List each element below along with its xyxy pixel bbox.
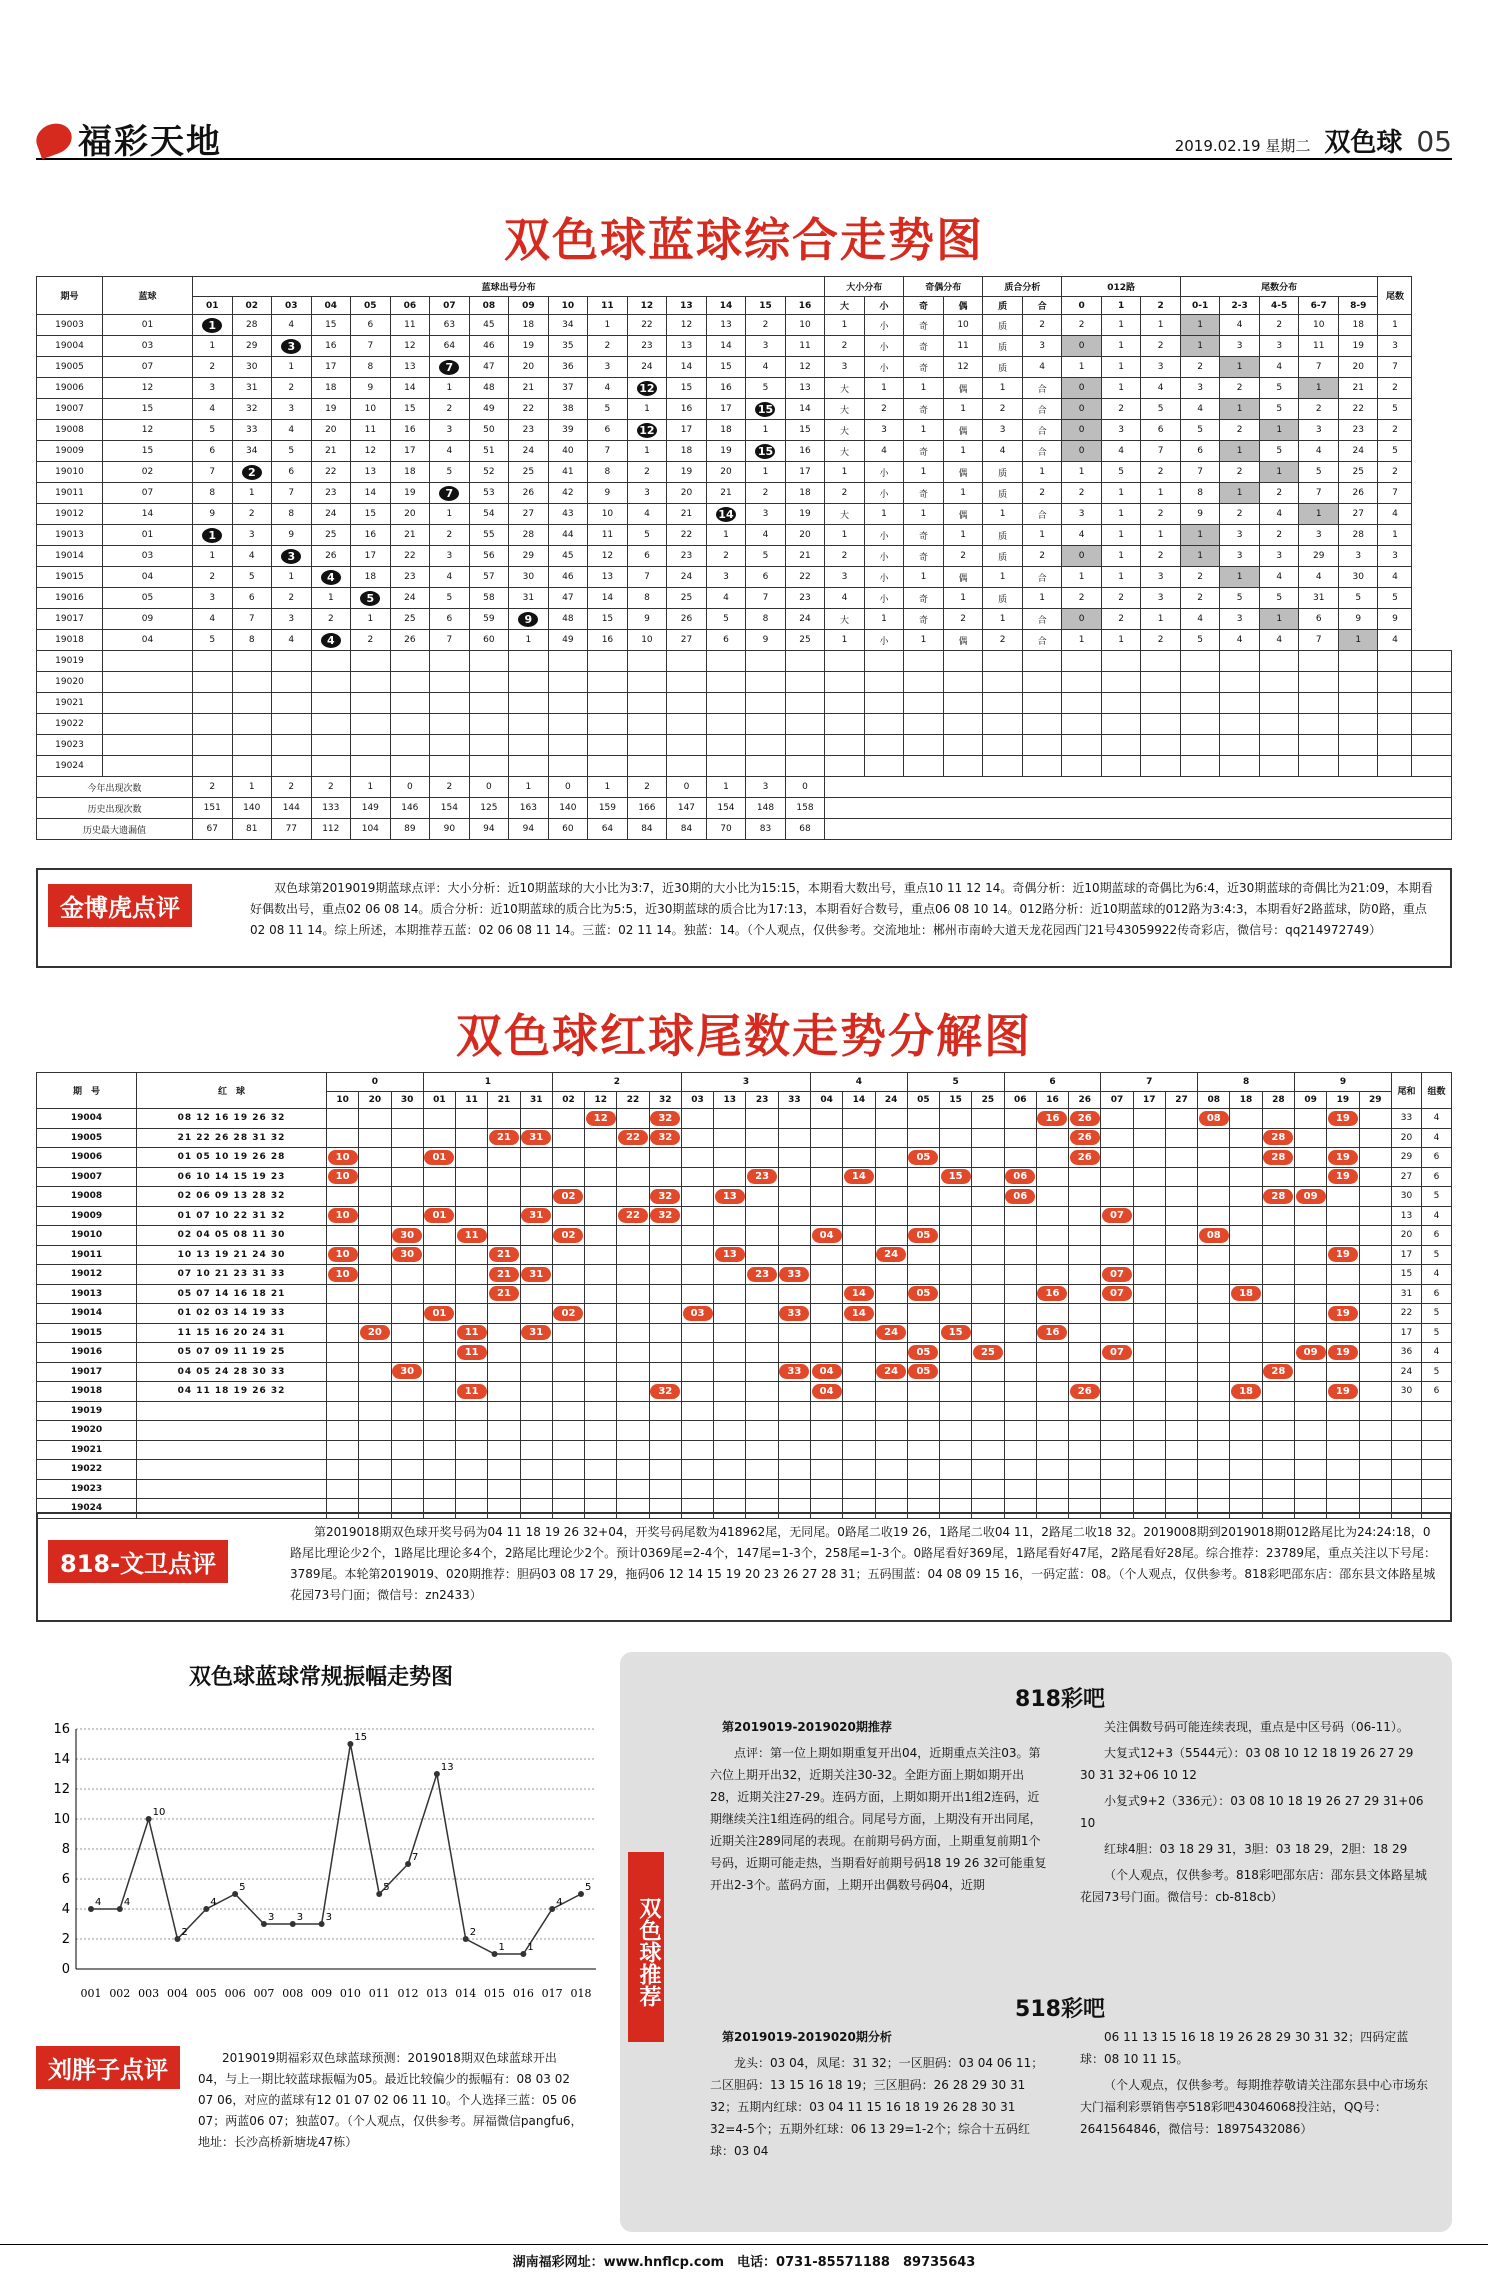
period: 19015 — [37, 567, 103, 588]
data-point — [405, 1861, 411, 1867]
data-label: 2 — [181, 1927, 188, 1938]
y-tick-label: 16 — [53, 1722, 70, 1737]
blue-num: 04 — [103, 567, 193, 588]
red-row-empty: 19024 — [37, 1499, 1452, 1519]
logo-icon — [32, 118, 76, 159]
rec-paragraph: 大复式12+3（5544元）：03 08 10 12 18 19 26 27 29 30 31 32+06 10 12 — [1080, 1746, 1414, 1782]
data-label: 1 — [498, 1942, 505, 1953]
red-row: 19009 01 07 10 22 31 32 10 01 31 22 32 07 13 4 — [37, 1206, 1452, 1226]
red-row-empty: 19021 — [37, 1440, 1452, 1460]
period: 19018 — [37, 630, 103, 651]
y-tick-label: 8 — [61, 1842, 70, 1857]
rec-paragraph: 第2019019-2019020期分析 — [722, 2030, 892, 2044]
blue-num: 12 — [103, 378, 193, 399]
comment-wenwei-tag: 818-文卫点评 — [48, 1540, 228, 1583]
x-tick-label: 004 — [166, 1987, 188, 2000]
blue-row: 19010 02 7 2 6 22 13 18 5 52 25 41 8 2 19 20 1 17 1 小 1 偶 质 1 1 5 2 7 2 1 5 25 2 — [37, 462, 1452, 483]
rec-518-right — [1080, 2026, 1430, 2144]
th-tail: 尾数分布 — [1180, 277, 1378, 297]
blue-row-empty: 19022 — [37, 714, 1452, 735]
blue-row: 19013 01 1 3 9 25 16 21 2 55 28 44 11 5 22 1 4 20 1 小 奇 1 质 1 4 1 1 1 3 2 3 28 1 — [37, 525, 1452, 546]
x-tick-label: 017 — [541, 1987, 563, 2000]
rec-paragraph: 关注偶数号码可能连续表现，重点是中区号码（06-11）。 — [1104, 1720, 1409, 1734]
red-row: 19004 08 12 16 19 26 32 12 32 16 26 08 19 33 4 — [37, 1109, 1452, 1129]
data-point — [578, 1891, 584, 1897]
y-tick-label: 10 — [53, 1812, 70, 1827]
data-point — [463, 1936, 469, 1942]
rec-paragraph: （个人观点，仅供参考。每期推荐敬请关注邵东县中心市场东大门福利彩票销售亭518彩吧43046068投注站，QQ号：2641564846，微信号：18975432086） — [1080, 2078, 1429, 2136]
stat-row: 历史最大遗漏值 67 81 77 112 104 89 90 94 94 60 64 84 84 70 83 68 — [37, 819, 1452, 840]
data-point — [261, 1921, 267, 1927]
amplitude-chart — [36, 1660, 606, 2030]
period: 19013 — [37, 525, 103, 546]
blue-num: 05 — [103, 588, 193, 609]
period: 19004 — [37, 336, 103, 357]
blue-num: 04 — [103, 630, 193, 651]
red-tail-title: 双色球红球尾数走势分解图 — [456, 1009, 1032, 1063]
data-point — [347, 1741, 353, 1747]
page-header — [36, 110, 1452, 160]
data-point — [174, 1936, 180, 1942]
x-tick-label: 005 — [195, 1987, 217, 2000]
data-label: 4 — [556, 1897, 563, 1908]
red-row: 19008 02 06 09 13 28 32 02 32 13 06 28 09 30 5 — [37, 1187, 1452, 1207]
comment-jin-tag: 金博虎点评 — [48, 884, 192, 927]
x-tick-label: 002 — [109, 1987, 131, 2000]
x-tick-label: 006 — [224, 1987, 246, 2000]
data-point — [520, 1951, 526, 1957]
th-prime: 质合分析 — [983, 277, 1062, 297]
y-tick-label: 6 — [61, 1872, 70, 1887]
data-label: 3 — [296, 1912, 304, 1923]
x-tick-label: 011 — [368, 1987, 390, 2000]
blue-row: 19011 07 8 1 7 23 14 19 7 53 26 42 9 3 20 21 2 18 2 小 奇 1 质 2 2 1 1 8 1 2 7 26 7 — [37, 483, 1452, 504]
blue-row-empty: 19023 — [37, 735, 1452, 756]
th-blue: 蓝球 — [103, 277, 193, 315]
data-point — [203, 1906, 209, 1912]
red-row: 19017 04 05 24 28 30 33 30 33 04 24 05 28 24 5 — [37, 1362, 1452, 1382]
data-label: 3 — [267, 1912, 275, 1923]
red-row-empty: 19023 — [37, 1479, 1452, 1499]
comment-jin: 双色球第2019019期蓝球点评：大小分析：近10期蓝球的大小比为3:7，近30期的大小比为15:15，本期看大数出号，重点10 11 12 14。奇偶分析：近10期蓝球的奇偶比为6:4，近30期蓝球的奇偶比为21:09，本期看好偶数出号，重点02 06 08 14。质合分析：近10期蓝球的质合比为5:5，近30期蓝球的质合比为17:13，本期看好合数号，重点06 08 10 14。012路分析：近10期蓝球的012路为3:4:3，本期看好2路蓝球，防0路，重点02 08 11 14。综上所述，本期推荐五蓝：02 06 08 11 14。三蓝：02 11 14。独蓝：14。（个人观点，仅供参考。交流地址：郴州市南岭大道天龙花园西门21号43059922传奇彩店，微信号：qq214972749） — [36, 868, 1452, 968]
th-size: 大小分布 — [825, 277, 904, 297]
footer: 湖南福彩网址：www.hnflcp.com 电话：0731-85571188 89735643 — [0, 2244, 1488, 2270]
rec-paragraph: 龙头：03 04，凤尾：31 32；一区胆码：03 04 06 11；二区胆码：13 15 16 18 19；三区胆码：26 28 29 30 31 32；五期内红球：03 04 11 15 16 18 19 26 28 30 31 32=4-5个；五期外红球：06 13 29=1-2个；综合十五码红球：03 04 — [710, 2056, 1044, 2158]
red-row: 19014 01 02 03 14 19 33 01 02 03 33 14 19 22 5 — [37, 1304, 1452, 1324]
red-row: 19016 05 07 09 11 19 25 11 05 25 07 09 19 36 4 — [37, 1343, 1452, 1363]
x-tick-label: 001 — [80, 1987, 102, 2000]
rec-paragraph: 06 11 13 15 16 18 19 26 28 29 30 31 32；四码定蓝球：08 10 11 15。 — [1080, 2030, 1409, 2066]
red-row: 19007 06 10 14 15 19 23 10 23 14 15 06 19 27 6 — [37, 1167, 1452, 1187]
red-row: 19010 02 04 05 08 11 30 30 11 02 04 05 08 20 6 — [37, 1226, 1452, 1246]
rec-818-left — [710, 1716, 1050, 1900]
data-point — [492, 1951, 498, 1957]
blue-num: 14 — [103, 504, 193, 525]
blue-row: 19004 03 1 29 3 16 7 12 64 46 19 35 2 23 13 14 3 11 2 小 奇 11 质 3 0 1 2 1 3 3 11 19 3 — [37, 336, 1452, 357]
data-label: 10 — [152, 1807, 166, 1818]
th-012: 012路 — [1062, 277, 1181, 297]
red-row: 19006 01 05 10 19 26 28 10 01 05 26 28 19 29 6 — [37, 1148, 1452, 1168]
th-period: 期号 — [37, 277, 103, 315]
period: 19006 — [37, 378, 103, 399]
rec-paragraph: 小复式9+2（336元）：03 08 10 18 19 26 27 29 31+06 10 — [1080, 1794, 1424, 1830]
rec-paragraph: 点评：第一位上期如期重复开出04，近期重点关注03。第六位上期开出32，近期关注30-32。全距方面上期如期开出28，近期关注27-29。连码方面，上期如期开出1组2连码，近期继续关注1组连码的组合。同尾号方面，上期没有开出同尾，近期关注289同尾的表现。在前期号码方面，上期重复前期1个号码，近期可能走热，当期看好前期号码18 19 26 32可能重复开出2-3个。蓝码方面，上期开出偶数号码04，近期 — [710, 1746, 1047, 1892]
recommend-panel — [620, 1652, 1452, 2232]
red-row: 19013 05 07 14 16 18 21 21 14 05 16 07 18 31 6 — [37, 1284, 1452, 1304]
section-818: 818彩吧 — [1015, 1687, 1105, 1712]
chart-title: 双色球蓝球常规振幅走势图 — [188, 1665, 453, 1690]
page-number: 05 — [1416, 125, 1452, 158]
data-label: 5 — [585, 1882, 592, 1893]
x-tick-label: 007 — [253, 1987, 275, 2000]
section-name: 双色球 — [1324, 128, 1403, 158]
data-label: 4 — [123, 1897, 131, 1908]
period: 19005 — [37, 357, 103, 378]
rec-518-left — [710, 2026, 1050, 2166]
period: 19008 — [37, 420, 103, 441]
x-tick-label: 008 — [282, 1987, 304, 2000]
blue-num: 09 — [103, 609, 193, 630]
x-tick-label: 018 — [570, 1987, 592, 2000]
red-row-empty: 19019 — [37, 1401, 1452, 1421]
data-label: 5 — [383, 1882, 390, 1893]
blue-num: 01 — [103, 525, 193, 546]
blue-num: 15 — [103, 441, 193, 462]
red-row: 19015 11 15 16 20 24 31 20 11 31 24 15 16 17 5 — [37, 1323, 1452, 1343]
blue-num: 03 — [103, 546, 193, 567]
red-row-empty: 19020 — [37, 1421, 1452, 1441]
blue-row: 19014 03 1 4 3 26 17 22 3 56 29 45 12 6 23 2 5 21 2 小 奇 2 质 2 0 1 2 1 3 3 29 3 3 — [37, 546, 1452, 567]
blue-row-empty: 19021 — [37, 693, 1452, 714]
rec-paragraph: 红球4胆：03 18 29 31，3胆：03 18 29，2胆：18 29 — [1104, 1842, 1408, 1856]
y-tick-label: 4 — [61, 1902, 70, 1917]
comment-liu-tag: 刘胖子点评 — [36, 2046, 180, 2089]
data-label: 5 — [239, 1882, 246, 1893]
x-tick-label: 012 — [397, 1987, 419, 2000]
y-tick-label: 2 — [61, 1932, 70, 1947]
x-tick-label: 013 — [426, 1987, 448, 2000]
y-tick-label: 12 — [53, 1782, 70, 1797]
blue-row: 19016 05 3 6 2 1 5 24 5 58 31 47 14 8 25 4 7 23 4 小 奇 1 质 1 2 2 3 2 5 5 31 5 5 — [37, 588, 1452, 609]
blue-row: 19012 14 9 2 8 24 15 20 1 54 27 43 10 4 21 14 3 19 大 1 1 偶 1 合 3 1 2 9 2 4 1 27 4 — [37, 504, 1452, 525]
rec-paragraph: （个人观点，仅供参考。818彩吧邵东店：邵东县文体路星城花园73号门面。微信号：cb-818cb） — [1080, 1868, 1427, 1904]
th-dist: 蓝球出号分布 — [193, 277, 825, 297]
rec-paragraph: 第2019019-2019020期推荐 — [722, 1720, 892, 1734]
x-tick-label: 009 — [311, 1987, 333, 2000]
logo: 福彩天地 — [36, 114, 222, 163]
period: 19010 — [37, 462, 103, 483]
red-row: 19018 04 11 18 19 26 32 11 32 04 26 18 19 30 6 — [37, 1382, 1452, 1402]
data-label: 15 — [354, 1732, 368, 1743]
red-row: 19005 21 22 26 28 31 32 21 31 22 32 26 28 20 4 — [37, 1128, 1452, 1148]
data-point — [319, 1921, 325, 1927]
data-point — [549, 1906, 555, 1912]
blue-trend-table: 期号 蓝球 蓝球出号分布 大小分布 奇偶分布 质合分析 012路 尾数分布 尾数 01 02 03 04 05 06 07 08 09 10 11 12 13 14 15 16 大 小 奇 偶 质 合 0 1 2 0-1 2-3 4-5 6-7 8-9 19003 01 1 28 4 15 6 11 63 45 18 34 1 22 12 13 2 10 1 小 奇 10 质 2 2 1 1 1 4 2 10 18 1 19004 03 1 29 3 16 7 12 64 46 19 35 2 23 13 14 3 11 2 小 奇 11 质 3 0 1 2 1 3 3 11 19 3 19005 07 2 30 1 17 8 13 7 47 20 36 3 24 14 15 4 12 3 小 奇 12 质 4 1 1 3 2 1 4 7 20 7 19006 12 3 31 2 18 9 14 1 48 21 37 4 12 15 16 5 13 大 1 1 偶 1 合 0 1 4 3 2 5 1 21 2 19007 15 4 32 3 19 10 15 2 49 22 38 5 1 16 17 15 14 大 2 奇 1 2 合 0 2 5 4 1 5 2 22 5 19008 12 5 33 4 20 11 16 3 50 23 39 6 12 17 18 1 15 大 3 1 偶 3 合 0 3 6 5 2 1 3 23 2 19009 15 6 34 5 21 12 17 4 51 24 40 7 1 18 19 15 16 大 4 奇 1 4 合 0 4 7 6 1 5 4 24 5 19010 02 7 2 6 22 13 18 5 52 25 41 8 2 19 20 1 17 1 小 1 偶 质 1 1 5 2 7 2 1 5 25 2 19011 07 8 1 7 23 14 19 7 53 26 42 9 3 20 21 2 18 2 小 奇 1 质 2 2 1 1 8 1 2 7 26 7 19012 14 9 2 8 24 15 20 1 54 27 43 10 4 21 14 3 19 大 1 1 偶 1 合 3 1 2 9 2 4 1 27 4 19013 01 1 3 9 25 16 21 2 55 28 44 11 5 22 1 4 20 1 小 奇 1 质 1 4 1 1 1 3 2 3 28 1 19014 03 1 4 3 26 17 22 3 56 29 45 12 6 23 2 5 21 2 小 奇 2 质 2 0 1 2 1 3 3 29 3 3 19015 04 2 5 1 4 18 23 4 57 30 46 13 7 24 3 6 22 3 小 1 偶 1 合 1 1 3 2 1 4 4 30 4 19016 05 3 6 2 1 5 24 5 58 31 47 14 8 25 4 7 23 4 小 奇 1 质 1 2 2 3 2 5 5 31 5 5 19017 09 4 7 3 2 1 25 6 59 9 48 15 9 26 5 8 24 大 1 奇 2 1 合 0 2 1 4 3 1 6 9 9 19018 04 5 8 4 4 2 26 7 60 1 49 16 10 27 6 9 25 1 小 1 偶 2 合 1 1 2 5 4 4 7 1 4 19019 19020 19021 19022 19023 19024 今年出现次数 2 1 2 2 1 0 2 0 1 0 1 2 0 1 3 0 历史出现次数 151 140 144 133 149 146 154 125 163 140 159 166 147 154 148 158 历史最大遗漏值 67 81 77 112 104 89 90 94 94 60 64 84 84 70 83 68 — [36, 276, 1452, 840]
blue-row: 19006 12 3 31 2 18 9 14 1 48 21 37 4 12 15 16 5 13 大 1 1 偶 1 合 0 1 4 3 2 5 1 21 2 — [37, 378, 1452, 399]
blue-row: 19015 04 2 5 1 4 18 23 4 57 30 46 13 7 24 3 6 22 3 小 1 偶 1 合 1 1 3 2 1 4 4 30 4 — [37, 567, 1452, 588]
period: 19007 — [37, 399, 103, 420]
blue-row: 19018 04 5 8 4 4 2 26 7 60 1 49 16 10 27 6 9 25 1 小 1 偶 2 合 1 1 2 5 4 4 7 1 4 — [37, 630, 1452, 651]
red-row: 19011 10 13 19 21 24 30 10 30 21 13 24 19 17 5 — [37, 1245, 1452, 1265]
stat-row: 历史出现次数 151 140 144 133 149 146 154 125 163 140 159 166 147 154 148 158 — [37, 798, 1452, 819]
x-tick-label: 014 — [455, 1987, 477, 2000]
th-tailnum: 尾数 — [1378, 277, 1412, 315]
recommend-side-label: 双色球推荐 — [628, 1852, 664, 2042]
y-tick-label: 14 — [53, 1752, 70, 1767]
blue-row-empty: 19024 — [37, 756, 1452, 777]
data-label: 2 — [469, 1927, 477, 1938]
blue-row-empty: 19019 — [37, 651, 1452, 672]
data-point — [290, 1921, 296, 1927]
data-point — [232, 1891, 238, 1897]
y-tick-label: 0 — [61, 1962, 70, 1977]
th-oddeven: 奇偶分布 — [904, 277, 983, 297]
period: 19003 — [37, 315, 103, 336]
amplitude-svg — [36, 1699, 606, 2029]
blue-row: 19003 01 1 28 4 15 6 11 63 45 18 34 1 22 12 13 2 10 1 小 奇 10 质 2 2 1 1 1 4 2 10 18 1 — [37, 315, 1452, 336]
x-tick-label: 003 — [138, 1987, 160, 2000]
comment-liu: 2019019期福彩双色球蓝球预测：2019018期双色球蓝球开出04，与上一期比较蓝球振幅为05。最近比较偏少的振幅有：08 03 02 07 06，对应的蓝球有12 01 07 02 06 11 10。个人选择三蓝：05 06 07；两蓝06 07；独蓝07。（个人观点，仅供参考。屏福微信pangfu6，地址：长沙高桥新塘垅47栋） — [198, 2051, 583, 2149]
red-row: 19012 07 10 21 23 31 33 10 21 31 23 33 07 15 4 — [37, 1265, 1452, 1285]
data-label: 1 — [527, 1942, 534, 1953]
period: 19012 — [37, 504, 103, 525]
period: 19014 — [37, 546, 103, 567]
red-tail-table: 期 号 红 球 0 1 2 3 4 5 6 7 8 9 尾和 组数 10 20 30 01 11 21 31 02 12 22 32 03 13 23 33 04 14 24 05 15 25 06 16 26 07 17 27 08 18 28 09 19 29 19004 08 12 16 19 26 32 12 32 16 26 08 19 33 4 19005 21 22 26 28 31 32 21 31 22 32 26 28 20 4 19006 01 05 10 19 26 28 10 01 05 26 28 19 29 6 19007 06 10 14 15 19 23 10 23 14 15 06 19 27 6 19008 02 06 09 13 28 32 02 32 13 06 28 09 30 5 19009 01 07 10 22 31 32 10 01 31 22 32 07 13 4 19010 02 04 05 08 11 30 30 11 02 04 05 08 20 6 19011 10 13 19 21 24 30 10 30 21 13 24 19 17 5 19012 07 10 21 23 31 33 10 21 31 23 33 07 15 4 19013 05 07 14 16 18 21 21 14 05 16 07 18 31 6 19014 01 02 03 14 19 33 01 02 03 33 14 19 22 5 19015 11 15 16 20 24 31 20 11 31 24 15 16 17 5 19016 05 07 09 11 19 25 11 05 25 07 09 19 36 4 19017 04 05 24 28 30 33 30 33 04 24 05 28 24 5 19018 04 11 18 19 26 32 11 32 04 26 18 19 30 6 19019 19020 19021 19022 19023 19024 — [36, 1072, 1452, 1519]
data-point — [376, 1891, 382, 1897]
stat-row: 今年出现次数 2 1 2 2 1 0 2 0 1 0 1 2 0 1 3 0 — [37, 777, 1452, 798]
data-point — [117, 1906, 123, 1912]
blue-row: 19007 15 4 32 3 19 10 15 2 49 22 38 5 1 16 17 15 14 大 2 奇 1 2 合 0 2 5 4 1 5 2 22 5 — [37, 399, 1452, 420]
data-point — [88, 1906, 94, 1912]
data-label: 13 — [440, 1762, 454, 1773]
data-label: 4 — [210, 1897, 217, 1908]
x-tick-label: 016 — [512, 1987, 534, 2000]
data-point — [146, 1816, 152, 1822]
blue-row-empty: 19020 — [37, 672, 1452, 693]
comment-wenwei: 第2019018期双色球开奖号码为04 11 18 19 26 32+04，开奖号码尾数为418962尾，无同尾。0路尾二收19 26，1路尾二收04 11，2路尾二收18 32。2019008期到2019018期012路尾比为24:24:18，0路尾比理论少2个，1路尾比理论多4个，2路尾比理论少2个。预计0369尾=2-4个，147尾=1-3个，258尾=1-3个。0路尾看好369尾，1路尾看好47尾，2路尾看好28尾。综合推荐：23789尾，重点关注以下号尾：3789尾。本轮第2019019、020期推荐：胆码03 08 17 29，拖码06 12 14 15 19 20 23 26 27 28 31；五码围蓝：04 08 09 15 16，一码定蓝：08。（个人观点，仅供参考。818彩吧邵东店：邵东县文体路星城花园73号门面；微信号：zn2433） — [36, 1512, 1452, 1622]
blue-trend-title: 双色球蓝球综合走势图 — [504, 213, 984, 267]
period: 19017 — [37, 609, 103, 630]
blue-row: 19017 09 4 7 3 2 1 25 6 59 9 48 15 9 26 5 8 24 大 1 奇 2 1 合 0 2 1 4 3 1 6 9 9 — [37, 609, 1452, 630]
blue-num: 12 — [103, 420, 193, 441]
x-tick-label: 015 — [484, 1987, 506, 2000]
blue-row: 19008 12 5 33 4 20 11 16 3 50 23 39 6 12 17 18 1 15 大 3 1 偶 3 合 0 3 6 5 2 1 3 23 2 — [37, 420, 1452, 441]
period: 19016 — [37, 588, 103, 609]
data-point — [434, 1771, 440, 1777]
data-label: 7 — [412, 1852, 419, 1863]
blue-row: 19009 15 6 34 5 21 12 17 4 51 24 40 7 1 18 19 15 16 大 4 奇 1 4 合 0 4 7 6 1 5 4 24 5 — [37, 441, 1452, 462]
x-tick-label: 010 — [339, 1987, 361, 2000]
blue-row: 19005 07 2 30 1 17 8 13 7 47 20 36 3 24 14 15 4 12 3 小 奇 12 质 4 1 1 3 2 1 4 7 20 7 — [37, 357, 1452, 378]
period: 19009 — [37, 441, 103, 462]
rec-818-right — [1080, 1716, 1430, 1912]
data-label: 3 — [325, 1912, 332, 1923]
blue-num: 15 — [103, 399, 193, 420]
blue-num: 07 — [103, 483, 193, 504]
blue-num: 07 — [103, 357, 193, 378]
blue-num: 03 — [103, 336, 193, 357]
blue-num: 01 — [103, 315, 193, 336]
red-row-empty: 19022 — [37, 1460, 1452, 1480]
section-518: 518彩吧 — [1015, 1997, 1105, 2022]
period: 19011 — [37, 483, 103, 504]
issue-date: 2019.02.19 星期二 — [1174, 137, 1311, 155]
data-label: 4 — [95, 1897, 102, 1908]
blue-num: 02 — [103, 462, 193, 483]
